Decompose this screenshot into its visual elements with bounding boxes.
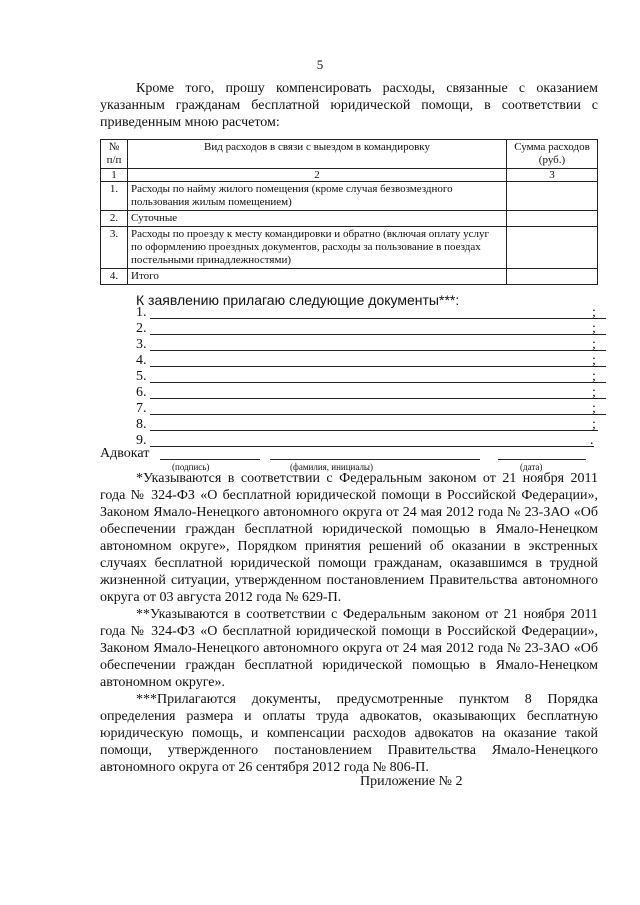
- row-sum: [507, 227, 598, 269]
- row-type: Итого: [128, 269, 507, 285]
- attachment-num: 8.: [136, 417, 147, 432]
- index-cell: 2: [128, 169, 507, 182]
- footnote-1: *Указываются в соответствии с Федеральным законом от 21 ноября 2011 года № 324-ФЗ «О бесплатной юридической помощи в Российской Федерации», Законом Ямало-Ненецкого автономного округа от 24 мая 2012 года № 23-ЗАО «Об обеспечении граждан бесплатной юридической помощью в Ямало-Ненецком автономном округе», Порядком принятия решений об оказании в экстренных случаях бесплатной юридической помощи гражданам, оказавшимся в трудной жизненной ситуации, утвержденном постановлением Правительства автономного округа от 03 августа 2012 года № 629-П.: [100, 471, 598, 605]
- attachment-num: 5.: [136, 369, 147, 384]
- row-num: 4.: [101, 269, 128, 285]
- signature-rule: [160, 459, 260, 460]
- table-row: [101, 211, 598, 227]
- row-sum: [507, 182, 598, 211]
- fill-in-rule: [150, 430, 598, 431]
- header-num: № п/п: [101, 140, 128, 169]
- fill-in-rule: [150, 350, 606, 351]
- header-sum: Сумма расходов (руб.): [507, 140, 598, 169]
- footnote-3: ***Прилагаются документы, предусмотренные пунктом 8 Порядка определения размера и оплаты труда адвокатов, оказывающих бесплатную юридическую помощь, и компенсации расходов адвокатов на оказание такой помощи, утвержденного постановлением Правительства Ямало-Ненецкого автономного округа от 26 сентября 2012 года № 806-П.: [100, 692, 598, 775]
- row-sum: [507, 269, 598, 285]
- attachment-num: 9.: [136, 433, 147, 448]
- fill-in-rule: [150, 334, 606, 335]
- footnote-2: **Указываются в соответствии с Федеральным законом от 21 ноября 2011 года № 324-ФЗ «О бесплатной юридической помощи в Российской Федерации», Законом Ямало-Ненецкого автономного округа от 24 мая 2012 года № 23-ЗАО «Об обеспечении граждан бесплатной юридической помощью в Ямало-Ненецком автономном округе».: [100, 607, 598, 690]
- attachment-num: 2.: [136, 321, 147, 336]
- attachment-num: 3.: [136, 337, 147, 352]
- page-number: 5: [316, 57, 324, 72]
- line-terminator: ;: [592, 337, 596, 352]
- table-row: [101, 227, 598, 269]
- fill-in-rule: [150, 366, 606, 367]
- row-type: Расходы по найму жилого помещения (кроме случая безвозмездного пользования жилым помещением): [128, 182, 507, 211]
- attachment-num: 6.: [136, 385, 147, 400]
- table-row: [101, 182, 598, 211]
- index-cell: 1: [101, 169, 128, 182]
- caption-name: (фамилия, инициалы): [290, 462, 373, 472]
- footnotes: [100, 470, 598, 776]
- intro-paragraph: Кроме того, прошу компенсировать расходы, связанные с оказанием указанным гражданам бесплатной юридической помощи, в соответствии с приведенным мною расчетом:: [100, 81, 598, 130]
- table-index-row: [101, 169, 598, 182]
- line-terminator: ;: [592, 385, 596, 400]
- row-type: Расходы по проезду к месту командировки и обратно (включая оплату услуг по оформлению проездных документов, расходы за пользование в поездах постельными принадлежностями): [128, 227, 507, 269]
- fill-in-rule: [150, 318, 606, 319]
- index-cell: 3: [507, 169, 598, 182]
- line-terminator: ;: [592, 353, 596, 368]
- row-num: 1.: [101, 182, 128, 211]
- header-type: Вид расходов в связи с выездом в командировку: [128, 140, 507, 169]
- fill-in-rule: [150, 382, 606, 383]
- table-row: [101, 269, 598, 285]
- date-rule: [498, 459, 586, 460]
- fill-in-rule: [150, 398, 606, 399]
- attachment-num: 4.: [136, 353, 147, 368]
- row-sum: [507, 211, 598, 227]
- line-terminator: ;: [592, 369, 596, 384]
- line-terminator: ;: [592, 305, 596, 320]
- fill-in-rule: [150, 414, 606, 415]
- line-terminator: ;: [592, 417, 596, 432]
- line-terminator: ;: [592, 401, 596, 416]
- caption-date: (дата): [520, 462, 543, 472]
- signature-line: [100, 446, 598, 462]
- caption-signature: (подпись): [172, 462, 210, 472]
- row-num: 3.: [101, 227, 128, 269]
- line-terminator: .: [590, 433, 594, 448]
- expenses-table: [100, 139, 598, 285]
- attachment-num: 7.: [136, 401, 147, 416]
- name-rule: [270, 459, 480, 460]
- signature-label: Адвокат: [100, 446, 150, 461]
- line-terminator: ;: [592, 321, 596, 336]
- appendix-label: Приложение № 2: [360, 774, 463, 789]
- attachments-heading: К заявлению прилагаю следующие документы***:: [136, 292, 460, 308]
- attachment-num: 1.: [136, 305, 147, 320]
- row-num: 2.: [101, 211, 128, 227]
- row-type: Суточные: [128, 211, 507, 227]
- table-header-row: [101, 140, 598, 169]
